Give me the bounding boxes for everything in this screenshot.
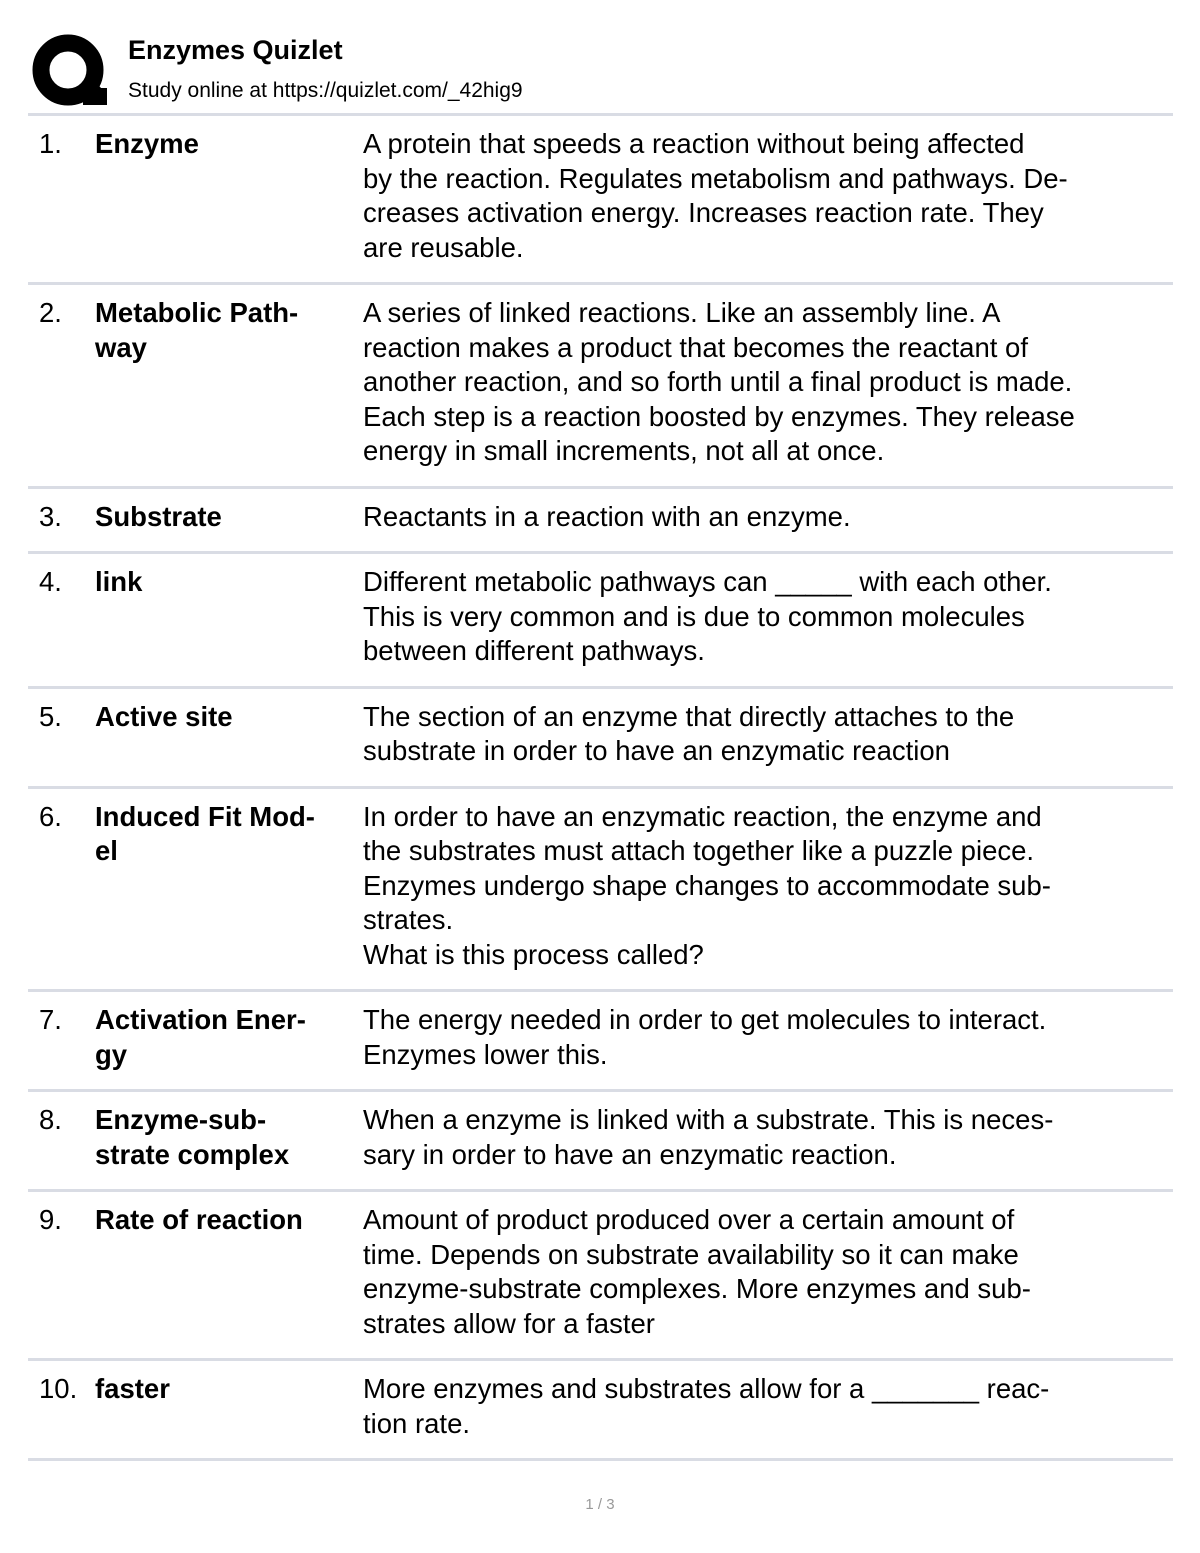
card-term: [95, 1003, 363, 1072]
card-definition-line: enzyme-substrate complexes. More enzymes and sub-: [363, 1273, 1031, 1304]
card-definition-line: A series of linked reactions. Like an assembly line. A: [363, 297, 1001, 328]
study-online-link[interactable]: Study online at https://quizlet.com/_42hig9: [128, 79, 523, 102]
document-title: Enzymes Quizlet: [128, 35, 343, 65]
flashcard-row: [28, 689, 1173, 789]
card-term: [95, 127, 363, 265]
card-number: 10.: [39, 1373, 78, 1404]
card-definition: [363, 1003, 1163, 1072]
card-definition-line: substrate in order to have an enzymatic reaction: [363, 735, 950, 766]
card-number: 9.: [39, 1204, 62, 1235]
card-term-line: Induced Fit Mod-: [95, 800, 315, 832]
card-term: [95, 700, 363, 769]
card-definition-line: A protein that speeds a reaction without being affected: [363, 128, 1025, 159]
card-definition: [363, 127, 1163, 265]
card-definition: [363, 1372, 1163, 1441]
card-definition-line: by the reaction. Regulates metabolism and pathways. De-: [363, 162, 1068, 194]
card-number: 7.: [39, 1004, 62, 1035]
card-term-line: Substrate: [95, 500, 222, 532]
flashcard-row: [28, 1192, 1173, 1361]
card-definition-line: Amount of product produced over a certain amount of: [363, 1204, 1015, 1235]
card-definition-line: tion rate.: [363, 1407, 471, 1439]
card-number: 6.: [39, 800, 62, 832]
card-definition-line: between different pathways.: [363, 635, 705, 666]
card-number: 2.: [39, 297, 62, 328]
card-definition-line: Enzymes undergo shape changes to accommodate sub-: [363, 869, 1051, 901]
card-definition-line: the substrates must attach together like a puzzle piece.: [363, 835, 1035, 866]
card-definition-line: In order to have an enzymatic reaction, the enzyme and: [363, 800, 1042, 832]
card-term-line: Active site: [95, 700, 233, 732]
card-term-line: Enzyme-sub-: [95, 1104, 267, 1135]
card-definition-line: More enzymes and substrates allow for a _______ reac-: [363, 1373, 1050, 1404]
card-term: [95, 1372, 363, 1441]
card-definition-line: are reusable.: [363, 231, 524, 263]
card-definition-line: The energy needed in order to get molecules to interact.: [363, 1004, 1047, 1035]
card-definition-line: sary in order to have an enzymatic reaction.: [363, 1138, 897, 1170]
card-definition-line: This is very common and is due to common molecules: [363, 600, 1025, 632]
card-term-line: el: [95, 835, 118, 866]
flashcard-row: [28, 554, 1173, 689]
card-term-line: Activation Ener-: [95, 1004, 306, 1035]
flashcard-list: [28, 116, 1173, 1461]
card-term: [95, 296, 363, 469]
card-definition: [363, 565, 1163, 669]
card-definition: [363, 500, 1163, 535]
card-definition-line: strates.: [363, 904, 454, 935]
card-definition-line: creases activation energy. Increases reaction rate. They: [363, 197, 1044, 228]
card-term: [95, 1103, 363, 1172]
card-term: [95, 1203, 363, 1341]
card-number: 5.: [39, 700, 62, 732]
flashcard-row: [28, 116, 1173, 285]
card-definition: [363, 700, 1163, 769]
card-term-line: gy: [95, 1038, 128, 1070]
flashcard-row: [28, 285, 1173, 489]
card-term-line: Metabolic Path-: [95, 297, 299, 328]
card-number: 8.: [39, 1104, 62, 1135]
flashcard-row: [28, 1361, 1173, 1461]
card-term-line: faster: [95, 1373, 170, 1404]
flashcard-row: [28, 992, 1173, 1092]
card-definition-line: Enzymes lower this.: [363, 1038, 608, 1070]
page-indicator: 1 / 3: [585, 1496, 615, 1513]
card-number: 4.: [39, 566, 62, 597]
card-definition-line: When a enzyme is linked with a substrate. This is neces-: [363, 1104, 1054, 1135]
card-term-line: Rate of reaction: [95, 1204, 303, 1235]
card-term: [95, 565, 363, 669]
card-definition-line: time. Depends on substrate availability so it can make: [363, 1238, 1019, 1270]
card-definition-line: energy in small increments, not all at once.: [363, 435, 885, 466]
card-definition: [363, 1103, 1163, 1172]
quizlet-logo-icon: [31, 33, 109, 111]
card-definition: [363, 800, 1163, 973]
card-definition: [363, 1203, 1163, 1341]
card-definition-line: another reaction, and so forth until a final product is made.: [363, 366, 1073, 397]
card-term-line: Enzyme: [95, 128, 199, 159]
card-term: [95, 800, 363, 973]
card-definition-line: Each step is a reaction boosted by enzymes. They release: [363, 400, 1075, 432]
card-definition-line: Different metabolic pathways can _____ with each other.: [363, 566, 1052, 597]
card-number: 3.: [39, 500, 62, 532]
document-header: [28, 26, 1173, 112]
flashcard-row: [28, 489, 1173, 555]
flashcard-row: [28, 789, 1173, 993]
card-definition-line: strates allow for a faster: [363, 1307, 655, 1339]
card-term-line: way: [95, 331, 147, 363]
card-definition: [363, 296, 1163, 469]
card-definition-line: reaction makes a product that becomes the reactant of: [363, 331, 1028, 363]
card-definition-line: What is this process called?: [363, 938, 704, 970]
card-term-line: link: [95, 566, 143, 597]
card-term: [95, 500, 363, 535]
flashcard-row: [28, 1092, 1173, 1192]
card-definition-line: Reactants in a reaction with an enzyme.: [363, 500, 851, 532]
card-definition-line: The section of an enzyme that directly attaches to the: [363, 700, 1015, 732]
card-term-line: strate complex: [95, 1138, 290, 1170]
card-number: 1.: [39, 128, 62, 159]
